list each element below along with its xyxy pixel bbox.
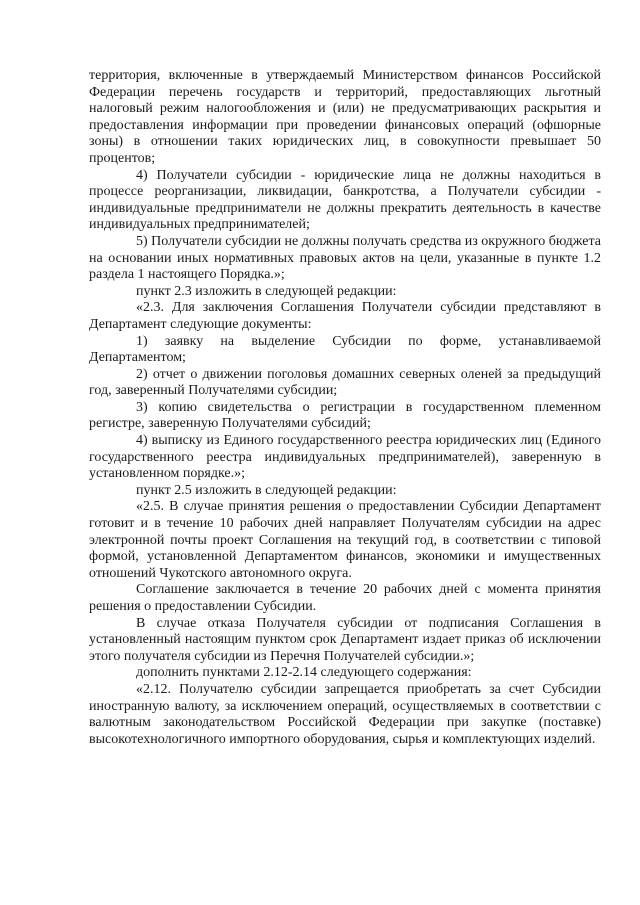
paragraph-item-4: 4) Получатели субсидии - юридические лица не должны находиться в процессе реорганизации, ликвидации, банкротства, а Получатели субсидии - индивидуальные предприниматели не должны прекратить деятельность в качестве индивидуальных предпринимателей;: [89, 167, 601, 233]
paragraph-amend-2-5: пункт 2.5 изложить в следующей редакции:: [136, 482, 397, 498]
paragraph-continuation: территория, включенные в утверждаемый Министерством финансов Российской Федерации перечень государств и территорий, предоставляющих льготный налоговый режим налогообложения и (или) не предусматривающих раскрытия и предоставления информации при проведении финансовых операций (офшорные зоны) в отношении таких юридических лиц, в совокупности превышает 50 процентов;: [89, 68, 601, 166]
paragraph-clause-2-12: «2.12. Получателю субсидии запрещается приобретать за счет Субсидии иностранную валюту, за исключением операций, осуществляемых в соответствии с валютным законодательством Российской Федерации при закупке (поставке) высокотехнологичного импортного оборудования, сырья и комплектующих изделий.: [89, 681, 601, 747]
paragraph-amend-2-3: пункт 2.3 изложить в следующей редакции:: [136, 283, 397, 299]
paragraph-clause-2-3: «2.3. Для заключения Соглашения Получатели субсидии представляют в Департамент следующие документы:: [89, 300, 601, 332]
paragraph-doc-1: 1) заявку на выделение Субсидии по форме, устанавливаемой Департаментом;: [89, 333, 601, 366]
paragraph-doc-4: 4) выписку из Единого государственного реестра юридических лиц (Единого государственного реестра индивидуальных предпринимателей), заверенную в установленном порядке.»;: [89, 433, 601, 482]
paragraph-amend-2-12: дополнить пунктами 2.12-2.14 следующего содержания:: [136, 665, 472, 681]
paragraph-refusal: В случае отказа Получателя субсидии от подписания Соглашения в установленный настоящим пунктом срок Департамент издает приказ об исключении этого получателя субсидии из Перечня Получателей субсидии.»;: [89, 615, 601, 664]
paragraph-item-5: 5) Получатели субсидии не должны получать средства из окружного бюджета на основании иных нормативных правовых актов на цели, указанные в пункте 1.2 раздела 1 настоящего Порядка.»;: [89, 233, 602, 283]
paragraph-clause-2-5: «2.5. В случае принятия решения о предоставлении Субсидии Департамент готовит и в течение 10 рабочих дней направляет Получателям субсидии на адрес электронной почты проект Соглашения на текущий год, в соответствии с типовой формой, установленной Департаментом финансов, экономики и имущественных отношений Чукотского автономного округа.: [89, 499, 601, 581]
paragraph-doc-2: 2) отчет о движении поголовья домашних северных оленей за предыдущий год, заверенный Получателями субсидии;: [89, 366, 601, 399]
paragraph-doc-3: 3) копию свидетельства о регистрации в государственном племенном регистре, заверенную Получателями субсидий;: [89, 399, 601, 432]
paragraph-agreement-term: Соглашение заключается в течение 20 рабочих дней с момента принятия решения о предоставлении Субсидии.: [89, 582, 601, 614]
document-body: [89, 68, 601, 748]
